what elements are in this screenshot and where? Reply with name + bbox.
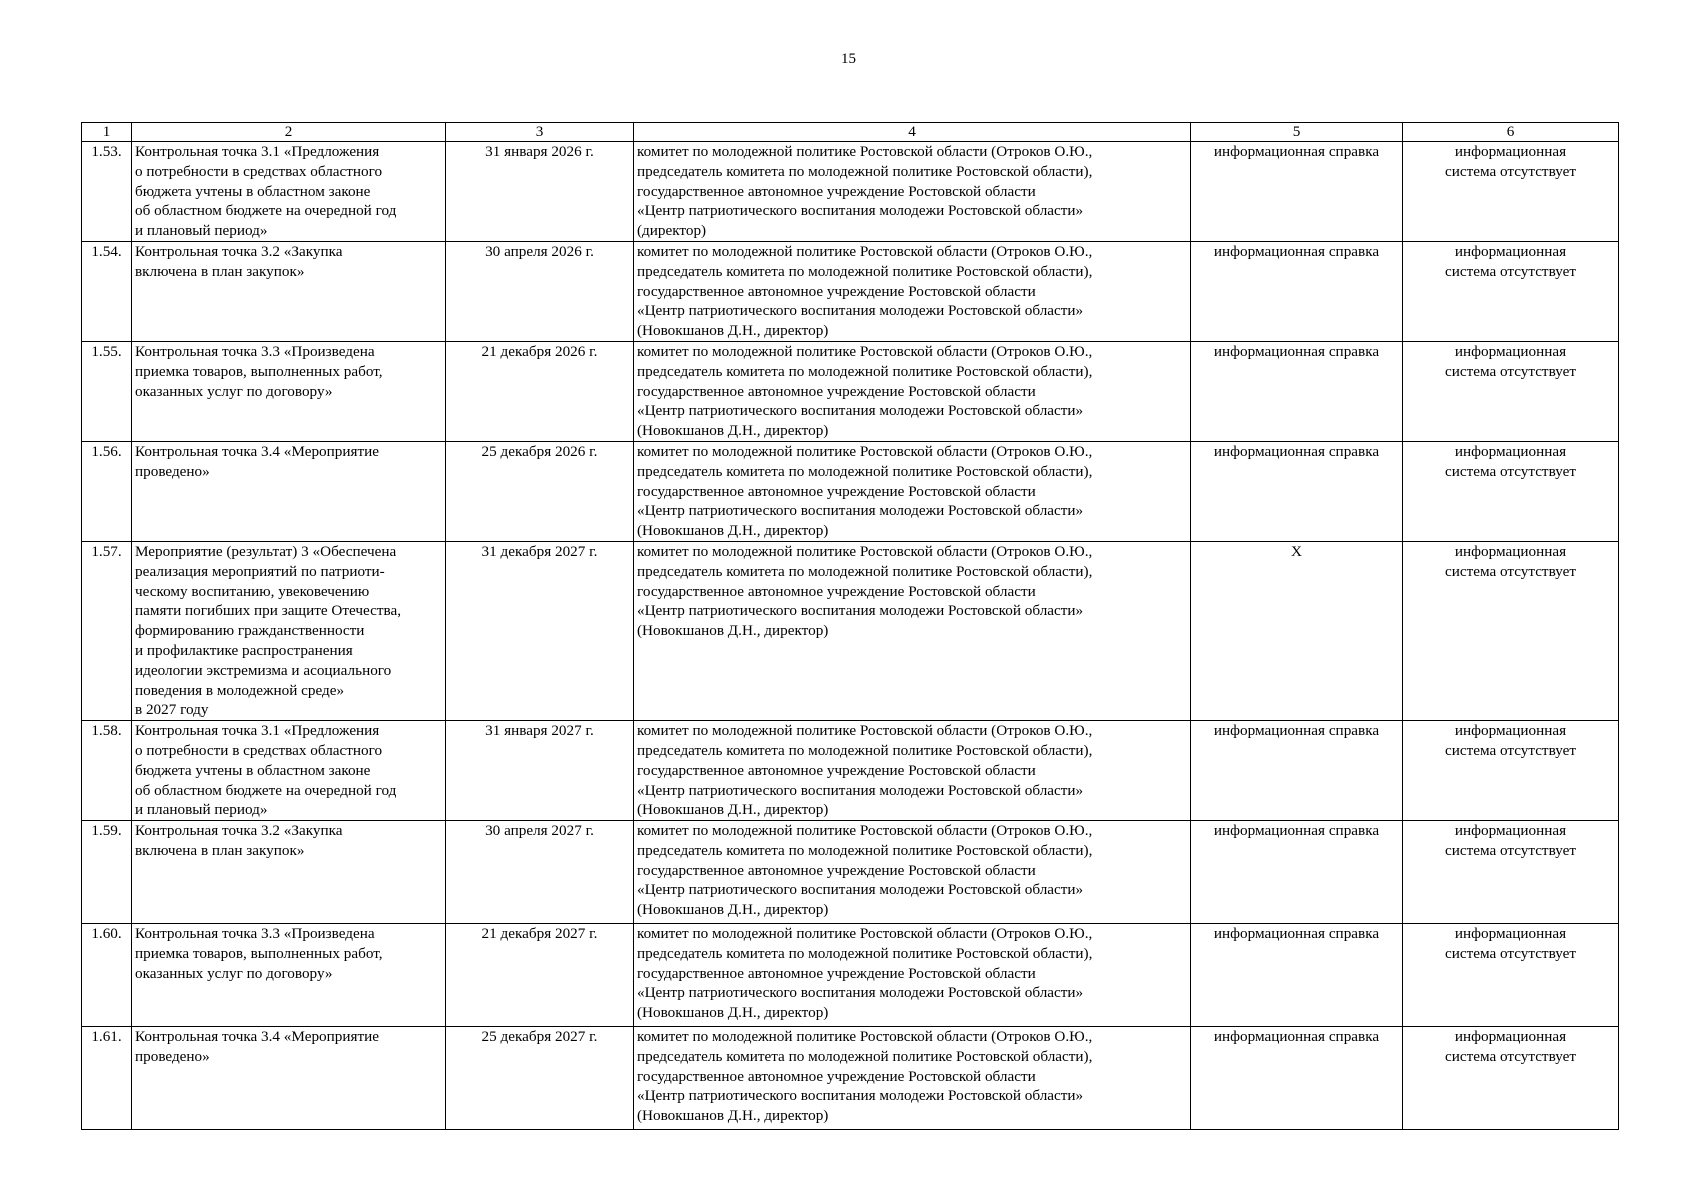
row-responsible: комитет по молодежной политике Ростовской области (Отроков О.Ю., председатель комитета по молодежной политике Ростовской области), государственное автономное учреждение Ростовской области «Центр патриотического воспитания молодежи Ростовской области» (Новокшанов Д.Н., директор) — [634, 441, 1191, 541]
row-name: Контрольная точка 3.4 «Мероприятие проведено» — [132, 441, 446, 541]
row-number: 1.54. — [82, 241, 132, 341]
row-responsible: комитет по молодежной политике Ростовской области (Отроков О.Ю., председатель комитета по молодежной политике Ростовской области), государственное автономное учреждение Ростовской области «Центр патриотического воспитания молодежи Ростовской области» (Новокшанов Д.Н., директор) — [634, 924, 1191, 1027]
table-row — [82, 821, 1619, 924]
row-document: информационная справка — [1191, 241, 1403, 341]
row-date: 31 декабря 2027 г. — [446, 541, 634, 720]
page-number: 15 — [841, 51, 856, 67]
row-name: Мероприятие (результат) 3 «Обеспечена реализация мероприятий по патриоти- ческому воспитанию, увековечению памяти погибших при защите Отечества, формированию гражданственности и профилактике распространения идеологии экстремизма и асоциального поведения в молодежной среде» в 2027 году — [132, 541, 446, 720]
row-system: информационная система отсутствует — [1403, 441, 1619, 541]
row-name: Контрольная точка 3.2 «Закупка включена в план закупок» — [132, 821, 446, 924]
row-date: 25 декабря 2027 г. — [446, 1027, 634, 1130]
row-number: 1.58. — [82, 721, 132, 821]
row-date: 25 декабря 2026 г. — [446, 441, 634, 541]
row-responsible: комитет по молодежной политике Ростовской области (Отроков О.Ю., председатель комитета по молодежной политике Ростовской области), государственное автономное учреждение Ростовской области «Центр патриотического воспитания молодежи Ростовской области» (Новокшанов Д.Н., директор) — [634, 541, 1191, 720]
table-row — [82, 241, 1619, 341]
row-name: Контрольная точка 3.4 «Мероприятие проведено» — [132, 1027, 446, 1130]
row-date: 31 января 2027 г. — [446, 721, 634, 821]
row-document: информационная справка — [1191, 721, 1403, 821]
row-document: X — [1191, 541, 1403, 720]
row-date: 21 декабря 2026 г. — [446, 341, 634, 441]
column-header-4: 4 — [634, 123, 1191, 142]
row-number: 1.55. — [82, 341, 132, 441]
row-responsible: комитет по молодежной политике Ростовской области (Отроков О.Ю., председатель комитета по молодежной политике Ростовской области), государственное автономное учреждение Ростовской области «Центр патриотического воспитания молодежи Ростовской области» (Новокшанов Д.Н., директор) — [634, 1027, 1191, 1130]
row-system: информационная система отсутствует — [1403, 924, 1619, 1027]
column-header-5: 5 — [1191, 123, 1403, 142]
row-responsible: комитет по молодежной политике Ростовской области (Отроков О.Ю., председатель комитета по молодежной политике Ростовской области), государственное автономное учреждение Ростовской области «Центр патриотического воспитания молодежи Ростовской области» (Новокшанов Д.Н., директор) — [634, 241, 1191, 341]
row-number: 1.53. — [82, 142, 132, 242]
row-number: 1.61. — [82, 1027, 132, 1130]
row-document: информационная справка — [1191, 821, 1403, 924]
row-system: информационная система отсутствует — [1403, 541, 1619, 720]
row-system: информационная система отсутствует — [1403, 721, 1619, 821]
row-number: 1.57. — [82, 541, 132, 720]
row-name: Контрольная точка 3.1 «Предложения о потребности в средствах областного бюджета учтены в областном законе об областном бюджете на очередной год и плановый период» — [132, 721, 446, 821]
table-header-row — [82, 123, 1619, 142]
table-row — [82, 142, 1619, 242]
row-document: информационная справка — [1191, 142, 1403, 242]
row-document: информационная справка — [1191, 341, 1403, 441]
row-date: 30 апреля 2026 г. — [446, 241, 634, 341]
row-responsible: комитет по молодежной политике Ростовской области (Отроков О.Ю., председатель комитета по молодежной политике Ростовской области), государственное автономное учреждение Ростовской области «Центр патриотического воспитания молодежи Ростовской области» (директор) — [634, 142, 1191, 242]
row-name: Контрольная точка 3.1 «Предложения о потребности в средствах областного бюджета учтены в областном законе об областном бюджете на очередной год и плановый период» — [132, 142, 446, 242]
row-document: информационная справка — [1191, 924, 1403, 1027]
table-row — [82, 441, 1619, 541]
row-document: информационная справка — [1191, 441, 1403, 541]
column-header-6: 6 — [1403, 123, 1619, 142]
row-name: Контрольная точка 3.3 «Произведена приемка товаров, выполненных работ, оказанных услуг по договору» — [132, 924, 446, 1027]
column-header-1: 1 — [82, 123, 132, 142]
row-number: 1.60. — [82, 924, 132, 1027]
table-row — [82, 924, 1619, 1027]
row-number: 1.56. — [82, 441, 132, 541]
row-name: Контрольная точка 3.3 «Произведена приемка товаров, выполненных работ, оказанных услуг по договору» — [132, 341, 446, 441]
row-responsible: комитет по молодежной политике Ростовской области (Отроков О.Ю., председатель комитета по молодежной политике Ростовской области), государственное автономное учреждение Ростовской области «Центр патриотического воспитания молодежи Ростовской области» (Новокшанов Д.Н., директор) — [634, 721, 1191, 821]
row-date: 31 января 2026 г. — [446, 142, 634, 242]
row-system: информационная система отсутствует — [1403, 241, 1619, 341]
row-responsible: комитет по молодежной политике Ростовской области (Отроков О.Ю., председатель комитета по молодежной политике Ростовской области), государственное автономное учреждение Ростовской области «Центр патриотического воспитания молодежи Ростовской области» (Новокшанов Д.Н., директор) — [634, 821, 1191, 924]
row-document: информационная справка — [1191, 1027, 1403, 1130]
table-row — [82, 721, 1619, 821]
row-number: 1.59. — [82, 821, 132, 924]
table-row — [82, 1027, 1619, 1130]
row-system: информационная система отсутствует — [1403, 142, 1619, 242]
row-system: информационная система отсутствует — [1403, 821, 1619, 924]
row-responsible: комитет по молодежной политике Ростовской области (Отроков О.Ю., председатель комитета по молодежной политике Ростовской области), государственное автономное учреждение Ростовской области «Центр патриотического воспитания молодежи Ростовской области» (Новокшанов Д.Н., директор) — [634, 341, 1191, 441]
plan-table — [81, 122, 1619, 1130]
row-date: 30 апреля 2027 г. — [446, 821, 634, 924]
table-row — [82, 541, 1619, 720]
table-row — [82, 341, 1619, 441]
row-date: 21 декабря 2027 г. — [446, 924, 634, 1027]
column-header-3: 3 — [446, 123, 634, 142]
row-system: информационная система отсутствует — [1403, 341, 1619, 441]
row-name: Контрольная точка 3.2 «Закупка включена в план закупок» — [132, 241, 446, 341]
row-system: информационная система отсутствует — [1403, 1027, 1619, 1130]
column-header-2: 2 — [132, 123, 446, 142]
